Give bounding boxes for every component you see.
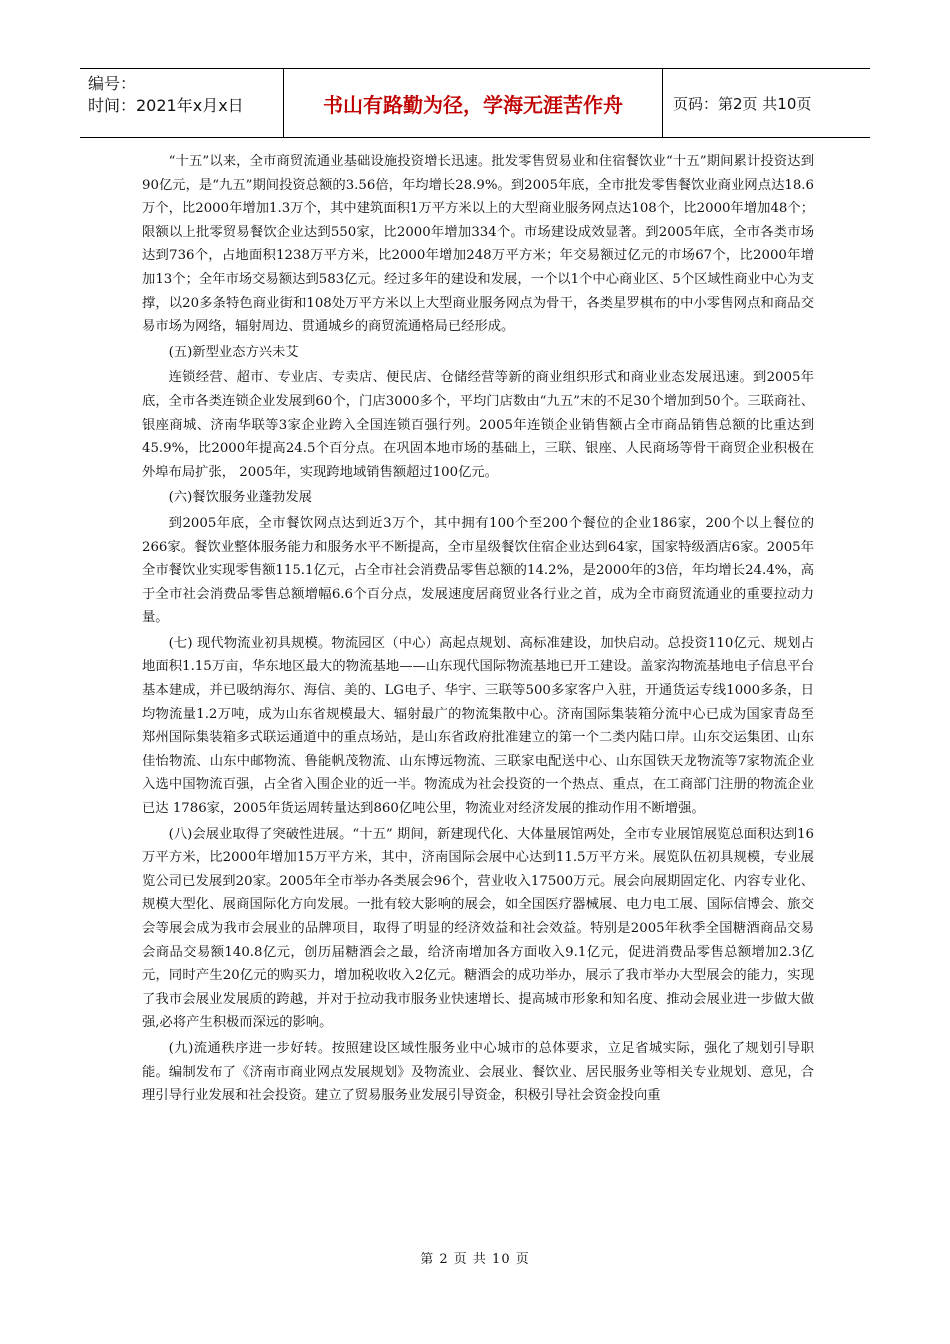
paragraph-logistics: (七) 现代物流业初具规模。物流园区（中心）高起点规划、高标准建设，加快启动。总投资110亿元、规划占地面积1.15万亩，华东地区最大的物流基地——山东现代国际物流基地已开工建设。盖家沟物流基地电子信息平台基本建成，并已吸纳海尔、海信、美的、LG电子、华宇、三联等500多家客户入驻，开通货运专线1000多条，日均物流量1.2万吨，成为山东省规模最大、辐射最广的物流集散中心。济南国际集装箱分流中心已成为国家青岛至郑州国际集装箱多式联运通道中的重点场站，是山东省政府批准建立的第一个二类内陆口岸。山东交运集团、山东佳怡物流、山东中邮物流、鲁能帆茂物流、山东博远物流、三联家电配送中心、山东国铁天龙物流等7家物流企业入选中国物流百强，占全省入围企业的近一半。物流成为社会投资的一个热点、重点，在工商部门注册的物流企业已达 1786家，2005年货运周转量达到860亿吨公里，物流业对经济发展的推动作用不断增强。 bbox=[142, 635, 814, 817]
heading-new-formats: (五)新型业态方兴未艾 bbox=[168, 344, 299, 360]
paragraph-investment: “十五”以来，全市商贸流通业基础设施投资增长迅速。批发零售贸易业和住宿餐饮业“十五”期间累计投资达到90亿元，是“九五”期间投资总额的3.56倍，年均增长28.9%。到2005年底，全市批发零售餐饮业商业网点达18.6万个，比2000年增加1.3万个，其中建筑面积1万平方米以上的大型商业服务网点达108个，比2000年增加48个；限额以上批零贸易餐饮企业达到550家，比2000年增加334个。市场建设成效显著。到2005年底，全市各类市场达到736个，占地面积1238万平方米，比2000年增加248万平方米；年交易额过亿元的市场67个，比2000年增加13个；全年市场交易额达到583亿元。经过多年的建设和发展，一个以1个中心商业区、5个区域性商业中心为支撑，以20多条特色商业街和108处万平方米以上大型商业服务网点为骨干，各类星罗棋布的中小零售网点和商品交易市场为网络，辐射周边、贯通城乡的商贸流通格局已经形成。 bbox=[142, 154, 814, 335]
paragraph-circulation-order: (九)流通秩序进一步好转。按照建设区域性服务业中心城市的总体要求，立足省城实际，强化了规划引导职能。编制发布了《济南市商业网点发展规划》及物流业、会展业、餐饮业、居民服务业等相关专业规划、意见，合理引导行业发展和社会投资。建立了贸易服务业发展引导资金，积极引导社会资金投向重 bbox=[142, 1040, 814, 1104]
header-page-label: 页码：第2页 共10页 bbox=[673, 94, 812, 113]
time-label: 时间：2021年x月x日 bbox=[88, 96, 244, 115]
paragraph-exhibition: (八)会展业取得了突破性进展。“十五” 期间，新建现代化、大体量展馆两处，全市专业展馆展览总面积达到16万平方米，比2000年增加15万平方米，其中，济南国际会展中心达到11.5万平方米。展览队伍初具规模，专业展览公司已发展到20家。2005年全市举办各类展会96个，营业收入17500万元。展会向展期固定化、内容专业化、规模大型化、展商国际化方向发展。一批有较大影响的展会，如全国医疗器械展、电力电工展、国际信博会、旅交会等展会成为我市会展业的品牌项目，取得了明显的经济效益和社会效益。特别是2005年秋季全国糖酒商品交易会商品交易额140.8亿元，创历届糖酒会之最，给济南增加各方面收入9.1亿元，促进消费品零售总额增加2.3亿元，同时产生20亿元的购买力，增加税收收入2亿元。糖酒会的成功举办，展示了我市举办大型展会的能力，实现了我市会展业发展质的跨越，并对于拉动我市服务业快速增长、提高城市形象和知名度、推动会展业进一步做大做强,必将产生积极而深远的影响。 bbox=[142, 826, 814, 1031]
document-body bbox=[142, 150, 814, 1110]
heading-catering: (六)餐饮服务业蓬勃发展 bbox=[168, 490, 312, 506]
header-motto: 书山有路勤为径，学海无涯苦作舟 bbox=[284, 69, 663, 137]
number-label: 编号： bbox=[88, 74, 137, 93]
paragraph-catering: 到2005年底，全市餐饮网点达到近3万个，其中拥有100个至200个餐位的企业186家，200个以上餐位的266家。餐饮业整体服务能力和服务水平不断提高，全市星级餐饮住宿企业达到64家，国家特级酒店6家。2005年全市餐饮业实现零售额115.1亿元，占全市社会消费品零售总额的14.2%，是2000年的3倍，年均增长24.4%，高于全市社会消费品零售总额增幅6.6个百分点，发展速度居商贸业各行业之首，成为全市商贸流通业的重要拉动力量。 bbox=[142, 515, 814, 626]
page-footer: 第 2 页 共 10 页 bbox=[420, 1252, 530, 1267]
paragraph-chain-stores: 连锁经营、超市、专业店、专卖店、便民店、仓储经营等新的商业组织形式和商业业态发展迅速。到2005年底，全市各类连锁企业发展到60个，门店3000多个，平均门店数由“九五”末的不足30个增加到50个。三联商社、银座商城、济南华联等3家企业跨入全国连锁百强行列。2005年连锁企业销售额占全市商品销售总额的比重达到45.9%，比2000年提高24.5个百分点。在巩固本地市场的基础上，三联、银座、人民商场等骨干商贸企业积极在外埠布局扩张， 2005年，实现跨地域销售额超过100亿元。 bbox=[142, 370, 814, 480]
page-header bbox=[80, 68, 870, 138]
header-info-cell bbox=[80, 69, 284, 137]
